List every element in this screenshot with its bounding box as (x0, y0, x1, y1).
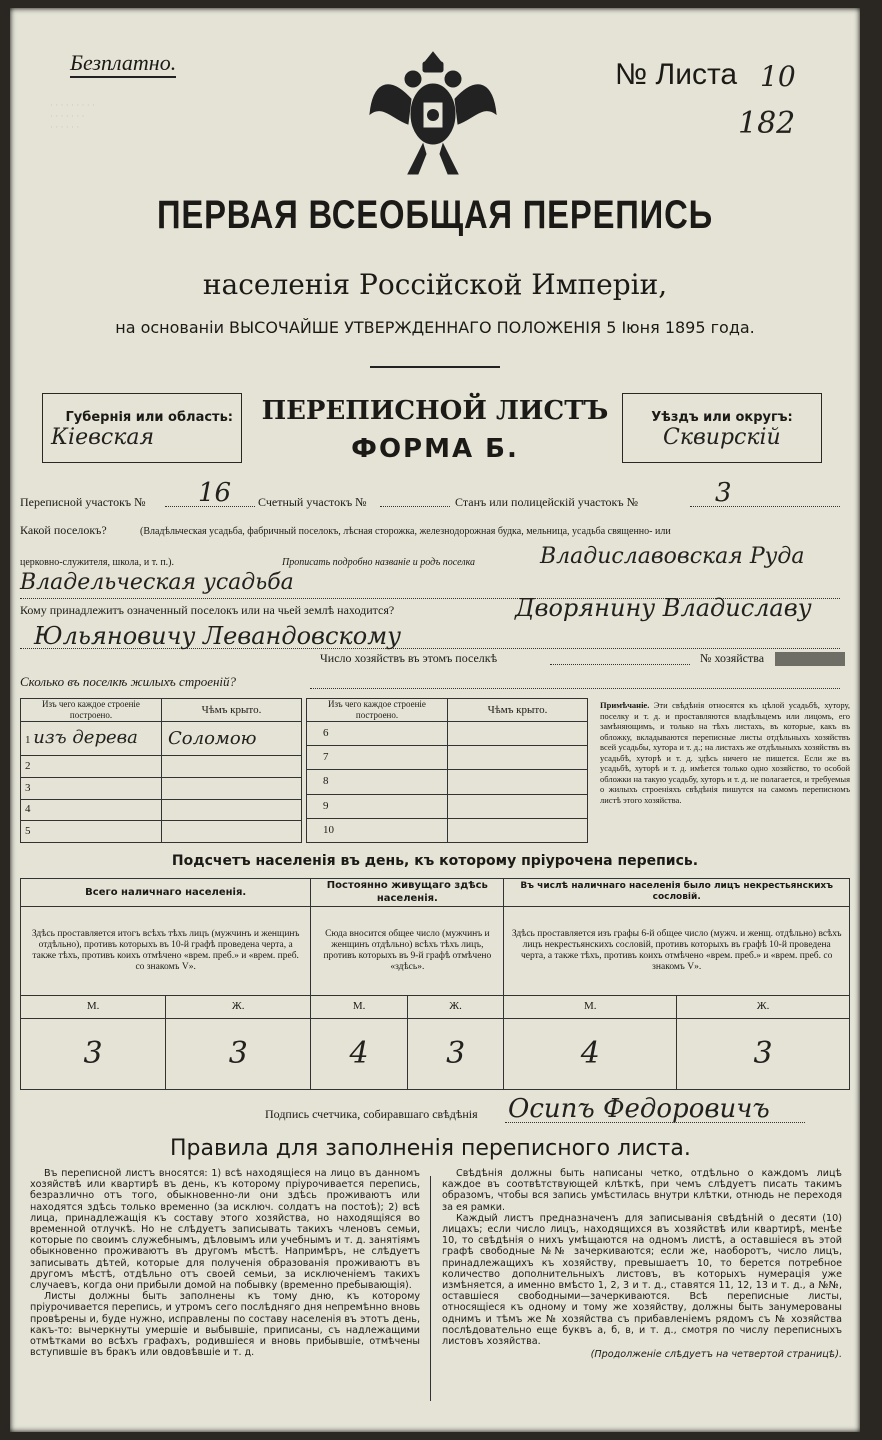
province-box (42, 393, 242, 463)
counting-area-label: Счетный участокъ № (258, 495, 367, 509)
count-col3-text: Здѣсь проставляется изъ графы 6-й общее число (мужч. и женщ. отдѣльно) всѣхъ лицъ некрестьянскихъ сословій, противъ которыхъ въ графѣ 10-й проведена черта, а также тѣхъ, противъ коихъ отмѣчено «врем. преб.» и «врем. преб. со знакомъ V». (504, 906, 850, 996)
households-label: Число хозяйствъ въ этомъ поселкѣ (320, 651, 498, 665)
rules-right-paragraph-1: Свѣдѣнія должны быть написаны четко, отдѣльно о каждомъ лицѣ каждое въ соотвѣтствующей клѣткѣ, при чемъ слѣдуетъ писать такимъ образомъ, чтобы вся запись умѣстилась внутри клѣтки, отнюдь не переходя за ея рамки. (442, 1168, 842, 1213)
police-area-line (690, 506, 840, 507)
free-label: Безплатно. (70, 50, 176, 78)
row-number: 10 (307, 818, 448, 842)
row-number: 8 (307, 770, 448, 794)
count-value: 3 (677, 1018, 850, 1089)
male-header: М. (311, 996, 408, 1018)
census-area-label: Переписной участокъ № (20, 495, 146, 509)
row-number: 2 (21, 756, 162, 778)
rules-left-paragraph-1: Въ переписной листъ вносятся: 1) всѣ находящіеся на лицо въ данномъ хозяйствѣ или квартирѣ въ день, къ которому пріурочивается перепись, безразлично отъ того, обыкновенно-ли они здѣсь проживаютъ или находятся здѣсь только временно (за исключ. солдатъ на постоѣ); 2) всѣ лица, принадлежащія къ составу этого хозяйства, но находящіяся во временной отлучкѣ. Но не слѣдуетъ записывать такихъ членовъ семьи, которые по своимъ служебнымъ, дѣловымъ или учебнымъ и т. д. занятіямъ обыкновенно проживаютъ въ другомъ мѣстѣ. Напримѣръ, не слѣдуетъ записывать дѣтей, которые для полученія образованія проживаютъ въ другомъ мѣстѣ, отдѣльно отъ своей семьи, за исключеніемъ такихъ случаевъ, когда они прибыли домой на побывку (временно пребывающія). (30, 1168, 420, 1292)
rules-continued: (Продолженіе слѣдуетъ на четвертой страницѣ). (590, 1349, 842, 1361)
column-divider (430, 1176, 431, 1401)
household-number-stamp (775, 652, 845, 666)
household-number-label: № хозяйства (700, 651, 765, 665)
note-text: Эти свѣдѣнія относятся къ цѣлой усадьбѣ, хутору, поселку и т. д. и проставляются владѣльцемъ или лицомъ, его замѣняющимъ, и только на тѣхъ листахъ, въ которые, какъ въ обложку, вкладываются переписные листы отдѣльныхъ хозяйствъ всей усадьбы, хутора и т. д.; на листахъ же отдѣльныхъ хозяйствъ въ усадьбѣ, хуторѣ и т. д. здѣсь ничего не пишется. Если же въ усадьбѣ, хуторѣ и т. д. имѣется только одно хозяйство, то особой обложки на такую усадьбу, хуторъ и т. д. не полагается, и требуемыя о жилыхъ строеніяхъ свѣдѣнія пишутся на самомъ переписномъ листѣ этого хозяйства. (600, 700, 851, 805)
col-roof: Чѣмъ крыто. (162, 699, 302, 722)
male-header: М. (504, 996, 677, 1018)
row-number: 7 (307, 746, 448, 770)
police-area-value: 3 (715, 478, 732, 508)
owner-value-1: Дворянину Владиславу (515, 594, 812, 622)
count-value: 3 (407, 1018, 504, 1089)
form-title: ПЕРЕПИСНОЙ ЛИСТЪ (261, 396, 609, 426)
count-value: 4 (504, 1018, 677, 1089)
count-col2-text: Сюда вносится общее число (мужчинъ и женщинъ отдѣльно) всѣхъ тѣхъ лицъ, противъ которыхъ въ 9-й графѣ отмѣчено «здѣсь». (311, 906, 504, 996)
form-name: ФОРМА Б. (351, 434, 519, 464)
note-title: Примѣчаніе. (600, 700, 650, 710)
count-value: 3 (21, 1018, 166, 1089)
count-col1-title: Всего наличнаго населенія. (21, 879, 311, 907)
rules-right-column (442, 1168, 842, 1408)
settlement-value-1: Владиславовская Руда (540, 544, 805, 569)
bleed-through-text: · · · · · · · · · · · · · · · · · · · · · · (50, 100, 95, 132)
district-value: Сквирскій (663, 425, 781, 450)
sheet-number-label: № Листа (615, 58, 738, 91)
households-line (550, 664, 690, 665)
rules-left-column (30, 1168, 420, 1408)
row-number: 6 (307, 722, 448, 746)
female-header: Ж. (407, 996, 504, 1018)
buildings-line (310, 688, 840, 689)
row-number: 9 (307, 794, 448, 818)
rules-left-paragraph-2: Листы должны быть заполнены къ тому дню, къ которому пріурочивается перепись, и утромъ сего послѣдняго дня непремѣнно вновь провѣрены и, буде нужно, исправлены по составу населенія въ этотъ день, какъ-то: вычеркнуты умершіе и выбывшіе, приписаны, съ надлежащими отмѣтками во всѣхъ графахъ, родившіеся и вновь прибывшіе, отмѣчены вступившіе въ бракъ или овдовѣвшіе и т. д. (30, 1291, 420, 1359)
buildings-table-left (20, 698, 302, 843)
sheet-number-value: 10 (760, 60, 796, 93)
count-col3-title: Въ числѣ наличнаго населенія было лицъ некрестьянскихъ сословій. (504, 879, 850, 907)
census-area-value: 16 (198, 478, 232, 508)
female-header: Ж. (166, 996, 311, 1018)
owner-label: Кому принадлежитъ означенный поселокъ или на чьей землѣ находится? (20, 603, 395, 617)
count-col1-text: Здѣсь проставляется итогъ всѣхъ тѣхъ лицъ (мужчинъ и женщинъ отдѣльно), противъ которыхъ въ 10-й графѣ проведена черта, а также тѣхъ, противъ коихъ отмѣчено «врем. преб.» и «врем. преб. со знакомъ V». (21, 906, 311, 996)
signature-line (505, 1122, 805, 1123)
row-number: 1 (25, 733, 31, 746)
province-value: Кіевская (51, 425, 155, 450)
buildings-note (600, 700, 850, 805)
signature-label: Подпись счетчика, собиравшаго свѣдѣнія (265, 1107, 478, 1121)
district-box (622, 393, 822, 463)
col-material: Изъ чего каждое строеніе построено. (21, 699, 162, 722)
settlement-hint: (Владѣльческая усадьба, фабричный поселокъ, лѣсная сторожка, железнодорожная будка, мельница, усадьба священно- или (140, 526, 671, 537)
count-value: 3 (166, 1018, 311, 1089)
settlement-label: Какой поселокъ? (20, 523, 107, 537)
count-table (20, 878, 850, 1090)
col-roof: Чѣмъ крыто. (448, 699, 588, 722)
buildings-table-right (306, 698, 588, 843)
male-header: М. (21, 996, 166, 1018)
settlement-instruction: Прописать подробно названіе и родъ поселка (282, 557, 476, 568)
rules-title: Правила для заполненія переписного листа. (170, 1136, 691, 1161)
building-material: изъ дерева (33, 726, 138, 748)
sheet-number-extra: 182 (738, 106, 796, 141)
basis-line: на основаніи ВЫСОЧАЙШЕ УТВЕРЖДЕННАГО ПОЛОЖЕНІЯ 5 Іюня 1895 года. (115, 318, 755, 337)
province-label: Губернія или область: (65, 410, 233, 425)
row-number: 3 (21, 777, 162, 799)
col-material: Изъ чего каждое строеніе построено. (307, 699, 448, 722)
census-sheet (10, 8, 860, 1432)
row-number: 5 (21, 821, 162, 843)
row-number: 4 (21, 799, 162, 821)
settlement-value-2: Владельческая усадьба (20, 570, 294, 595)
signature-value: Осипъ Федоровичъ (508, 1094, 770, 1124)
double-headed-eagle-icon (368, 44, 498, 184)
police-area-label: Станъ или полицейскій участокъ № (455, 495, 639, 509)
buildings-label: Сколько въ поселкѣ жилыхъ строеній? (20, 674, 237, 689)
page-title: ПЕРВАЯ ВСЕОБЩАЯ ПЕРЕПИСЬ (157, 193, 713, 237)
page-subtitle: населенія Россійской Имперіи, (202, 268, 668, 301)
count-col2-title: Постоянно живущаго здѣсь населенія. (311, 879, 504, 907)
female-header: Ж. (677, 996, 850, 1018)
settlement-hint2: церковно-служителя, школа, и т. п.). (20, 557, 174, 568)
district-label: Уѣздъ или округъ: (651, 410, 793, 425)
divider (370, 366, 500, 368)
rules-right-paragraph-2: Каждый листъ предназначенъ для записыванія свѣдѣній о десяти (10) лицахъ; если число лицъ, находящихся въ хозяйствѣ или квартирѣ, менѣе 10, то свѣдѣнія о нихъ умѣщаются на одномъ листѣ, а оставшіеся въ этой графѣ свободные №№ зачеркиваются; если же, наоборотъ, число лицъ, принадлежащихъ къ хозяйству, превышаетъ 10, то берется потребное количество дополнительныхъ листовъ, въ которыхъ нумерація уже измѣняется, а именно вмѣсто 1, 2, 3 и т. д., ставятся 11, 12, 13 и т. д., а №№, оставшіеся свободными—зачеркиваются. Всѣ переписные листы, относящіеся къ одному и тому же хозяйству, должны быть занумерованы однимъ и тѣмъ же № хозяйства съ прибавленіемъ рядомъ съ № хозяйства послѣдовательно еще буквъ а, б, в, и т. д., смотря по числу переписныхъ листовъ хозяйства. (442, 1212, 842, 1348)
count-value: 4 (311, 1018, 408, 1089)
count-title: Подсчетъ населенія въ день, къ которому пріурочена перепись. (171, 853, 699, 869)
counting-area-line (380, 506, 450, 507)
building-roof: Соломою (162, 722, 302, 756)
owner-value-2: Юльяновичу Левандовскому (34, 622, 402, 650)
